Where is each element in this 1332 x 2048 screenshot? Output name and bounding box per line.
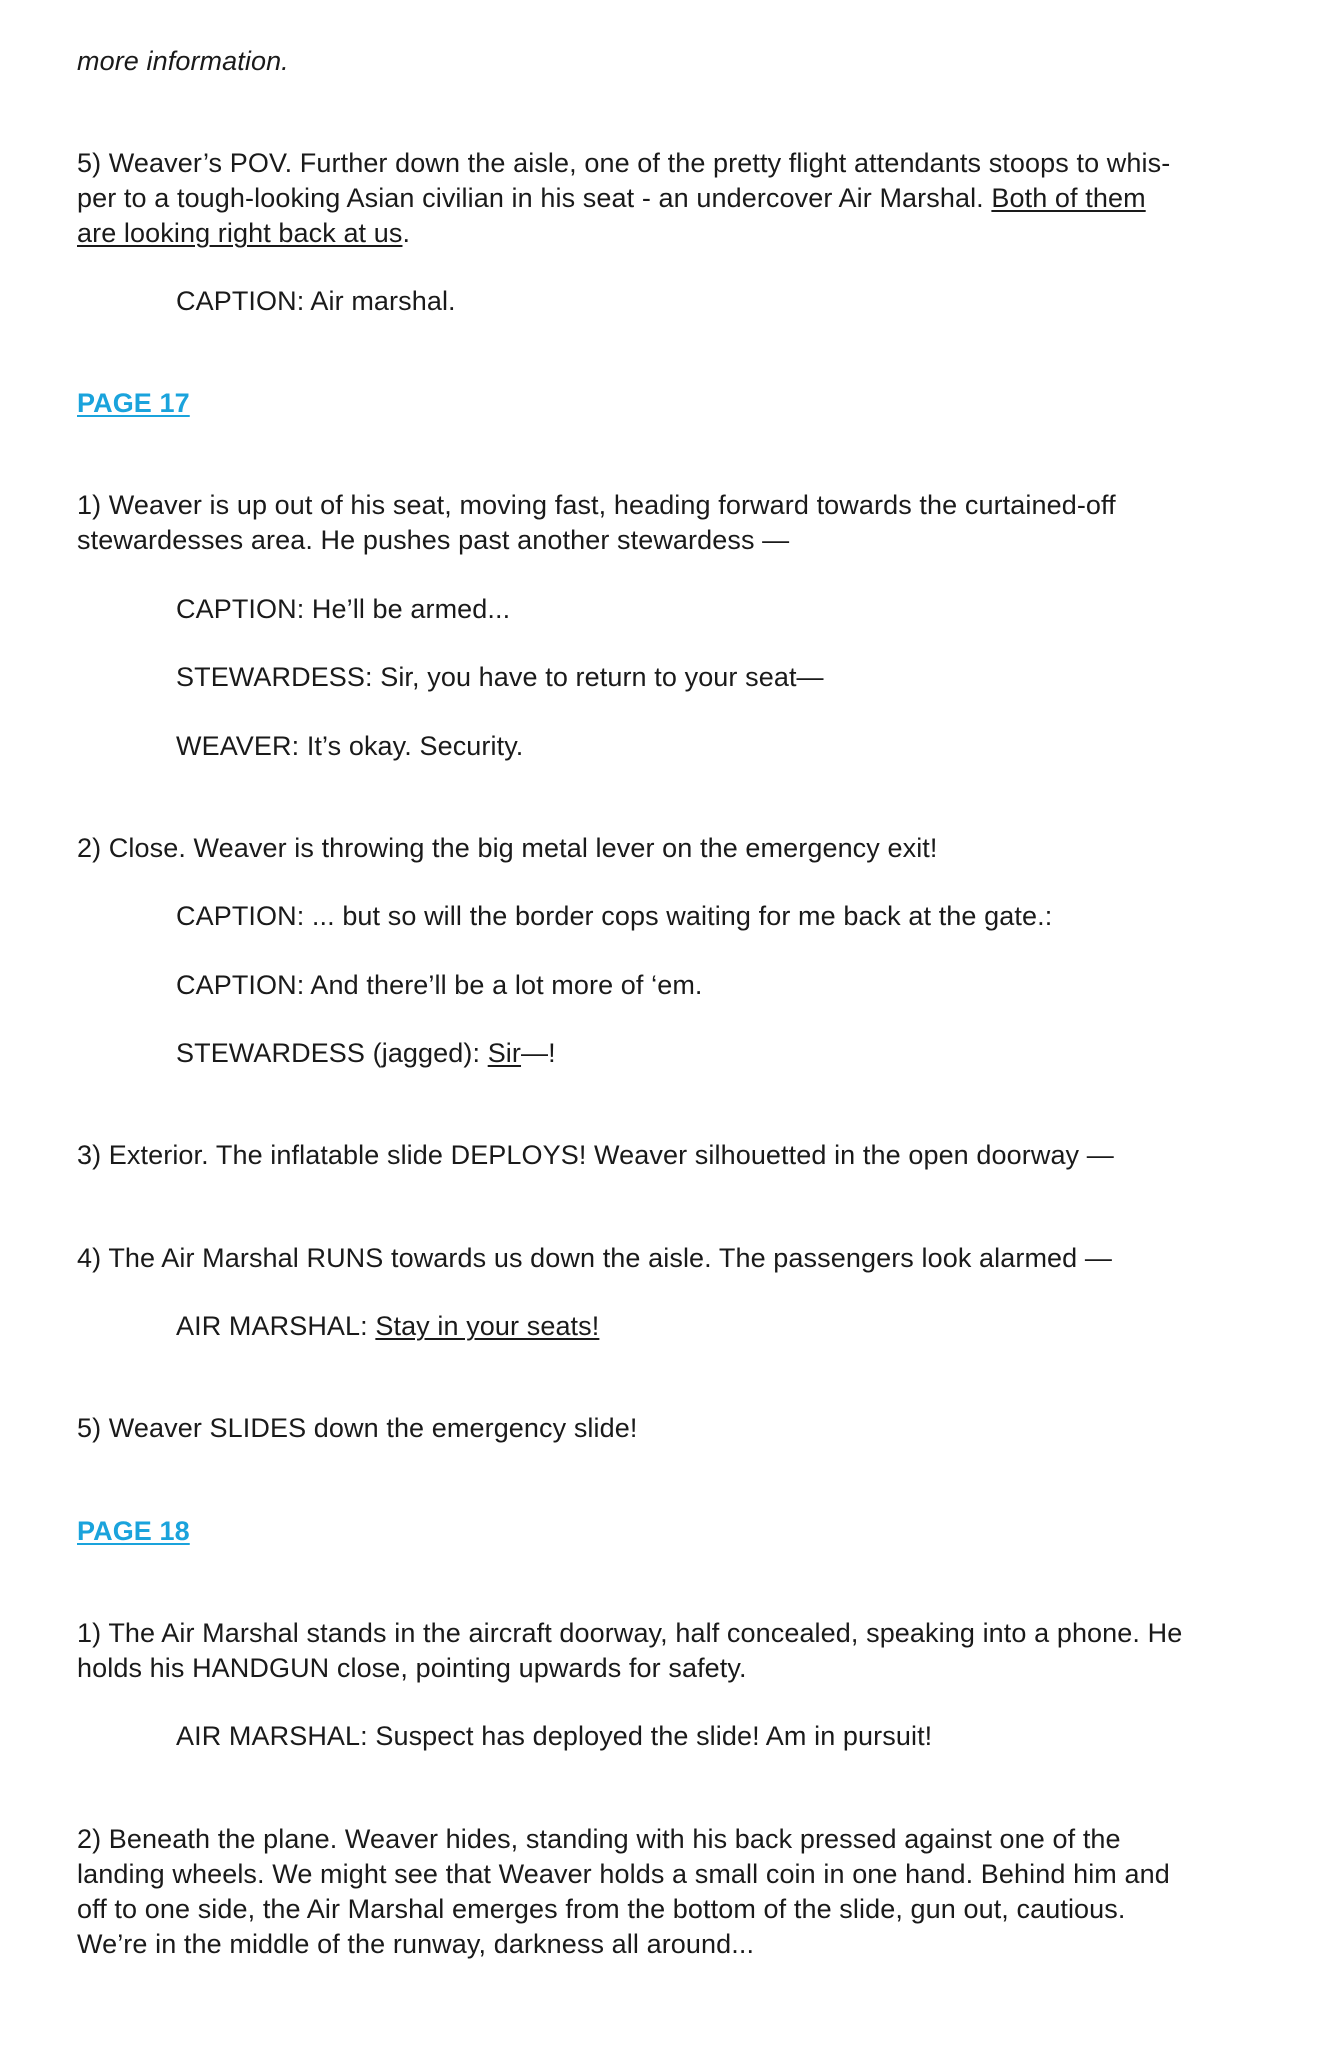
panel-description: 3) Exterior. The inflatable slide DEPLOYS! Weaver silhouetted in the open doorway — xyxy=(77,1140,1114,1170)
panel-description: 2) Beneath the plane. Weaver hides, standing with his back pressed against one of the xyxy=(77,1824,1121,1854)
underlined-text: Both of them xyxy=(991,183,1146,213)
panel-description: landing wheels. We might see that Weaver holds a small coin in one hand. Behind him and xyxy=(77,1859,1170,1889)
underlined-text: are looking right back at us xyxy=(77,218,403,248)
panel-description: 5) Weaver SLIDES down the emergency slide! xyxy=(77,1413,638,1443)
speaker-text: STEWARDESS (jagged): xyxy=(176,1038,488,1068)
panel-description: 4) The Air Marshal RUNS towards us down the aisle. The passengers look alarmed — xyxy=(77,1243,1112,1273)
dialogue-line: WEAVER: It’s okay. Security. xyxy=(176,731,524,761)
panel-description xyxy=(77,181,1146,216)
description-text: . xyxy=(402,218,411,248)
intro-line: more information. xyxy=(77,46,289,76)
dialogue-line xyxy=(176,1036,556,1071)
caption-line: CAPTION: And there’ll be a lot more of ‘em. xyxy=(176,970,703,1000)
panel-description: stewardesses area. He pushes past another stewardess — xyxy=(77,525,790,555)
description-text: per to a tough-looking Asian civilian in his seat - an undercover Air Marshal. xyxy=(77,183,992,213)
page-heading: PAGE 17 xyxy=(77,388,190,418)
panel-description: 1) The Air Marshal stands in the aircraft doorway, half concealed, speaking into a phone. He xyxy=(77,1618,1183,1648)
caption-line: CAPTION: Air marshal. xyxy=(176,286,456,316)
dialogue-line: AIR MARSHAL: Suspect has deployed the slide! Am in pursuit! xyxy=(176,1721,933,1751)
caption-line: CAPTION: He’ll be armed... xyxy=(176,594,511,624)
dialogue-text: —! xyxy=(521,1038,556,1068)
panel-description: 1) Weaver is up out of his seat, moving fast, heading forward towards the curtained-off xyxy=(77,490,1116,520)
caption-line: CAPTION: ... but so will the border cops waiting for me back at the gate.: xyxy=(176,901,1053,931)
panel-description: 5) Weaver’s POV. Further down the aisle, one of the pretty flight attendants stoops to whis- xyxy=(77,148,1171,178)
speaker-text: AIR MARSHAL: xyxy=(176,1311,376,1341)
underlined-text: Stay in your seats! xyxy=(375,1311,600,1341)
panel-description: holds his HANDGUN close, pointing upwards for safety. xyxy=(77,1653,747,1683)
dialogue-line: STEWARDESS: Sir, you have to return to your seat— xyxy=(176,662,824,692)
panel-description: off to one side, the Air Marshal emerges from the bottom of the slide, gun out, cautious. xyxy=(77,1894,1126,1924)
underlined-text: Sir xyxy=(487,1038,522,1068)
panel-description: We’re in the middle of the runway, darkness all around... xyxy=(77,1929,755,1959)
panel-description xyxy=(77,216,410,251)
panel-description: 2) Close. Weaver is throwing the big metal lever on the emergency exit! xyxy=(77,833,938,863)
page-heading: PAGE 18 xyxy=(77,1516,190,1546)
dialogue-line xyxy=(176,1309,599,1344)
